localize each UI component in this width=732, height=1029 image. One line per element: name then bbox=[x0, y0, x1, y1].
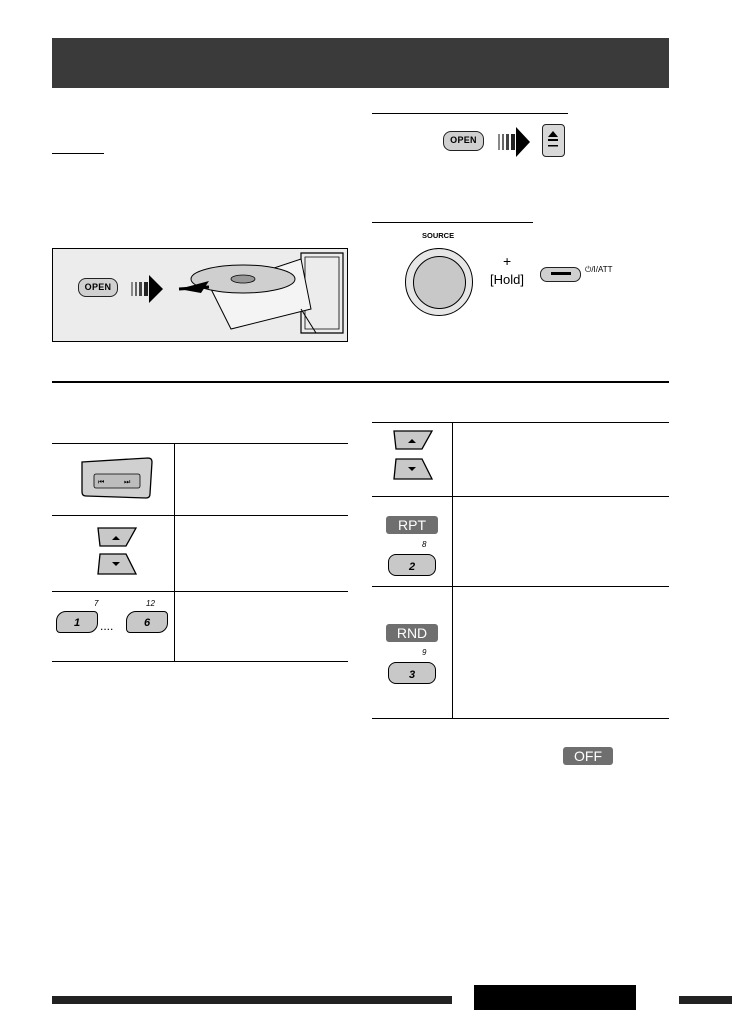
preset-alt-number: 7 bbox=[94, 598, 99, 608]
preset-key-6[interactable]: 6 bbox=[126, 611, 168, 633]
table-row bbox=[52, 516, 175, 592]
svg-text:⏮: ⏮ bbox=[98, 478, 105, 486]
up-down-keys-icon bbox=[372, 423, 452, 491]
source-label: SOURCE bbox=[422, 231, 455, 240]
preset-key-2[interactable]: 2 bbox=[388, 554, 436, 576]
section-title-bar bbox=[52, 38, 669, 88]
right-controls-table bbox=[372, 422, 669, 719]
heading-underline bbox=[52, 153, 104, 154]
preset-key-1[interactable]: 1 bbox=[56, 611, 98, 633]
ellipsis: .... bbox=[100, 618, 114, 633]
hold-label: [Hold] bbox=[490, 272, 524, 287]
table-row bbox=[372, 587, 453, 719]
footer-bar bbox=[679, 996, 732, 1004]
preset-key-3[interactable]: 3 bbox=[388, 662, 436, 684]
arrow-right-icon bbox=[131, 273, 171, 305]
power-heading-underline bbox=[372, 222, 533, 223]
table-row bbox=[372, 423, 453, 497]
table-row bbox=[52, 592, 175, 662]
rnd-small-number: 9 bbox=[422, 647, 427, 657]
plus-sign: + bbox=[503, 253, 512, 269]
eject-icon bbox=[543, 125, 563, 155]
preset-alt-number: 12 bbox=[146, 598, 155, 608]
source-knob[interactable] bbox=[405, 248, 473, 316]
eject-button[interactable] bbox=[542, 124, 565, 157]
table-row bbox=[52, 444, 175, 516]
preset-keys-icon bbox=[52, 593, 174, 661]
eject-heading-underline bbox=[372, 113, 568, 114]
off-tab: OFF bbox=[563, 747, 613, 765]
arrow-right-icon bbox=[498, 126, 534, 158]
up-down-keys-icon bbox=[52, 516, 174, 586]
power-button[interactable] bbox=[540, 267, 581, 282]
rnd-tab: RND bbox=[386, 624, 438, 642]
left-controls-table bbox=[52, 443, 348, 662]
power-att-label: ⏻/I/ATT bbox=[585, 265, 613, 274]
table-row bbox=[372, 497, 453, 587]
skip-buttons-icon bbox=[52, 444, 174, 510]
footer-bar bbox=[52, 996, 452, 1004]
insert-disc-illustration bbox=[52, 248, 348, 342]
svg-text:⏭: ⏭ bbox=[124, 478, 131, 486]
rpt-tab: RPT bbox=[386, 516, 438, 534]
open-button[interactable]: OPEN bbox=[78, 278, 118, 297]
cd-player-illustration bbox=[171, 249, 349, 343]
section-separator bbox=[52, 381, 669, 383]
rpt-small-number: 8 bbox=[422, 539, 427, 549]
open-button[interactable]: OPEN bbox=[443, 131, 484, 151]
footer-page-box bbox=[474, 985, 636, 1010]
